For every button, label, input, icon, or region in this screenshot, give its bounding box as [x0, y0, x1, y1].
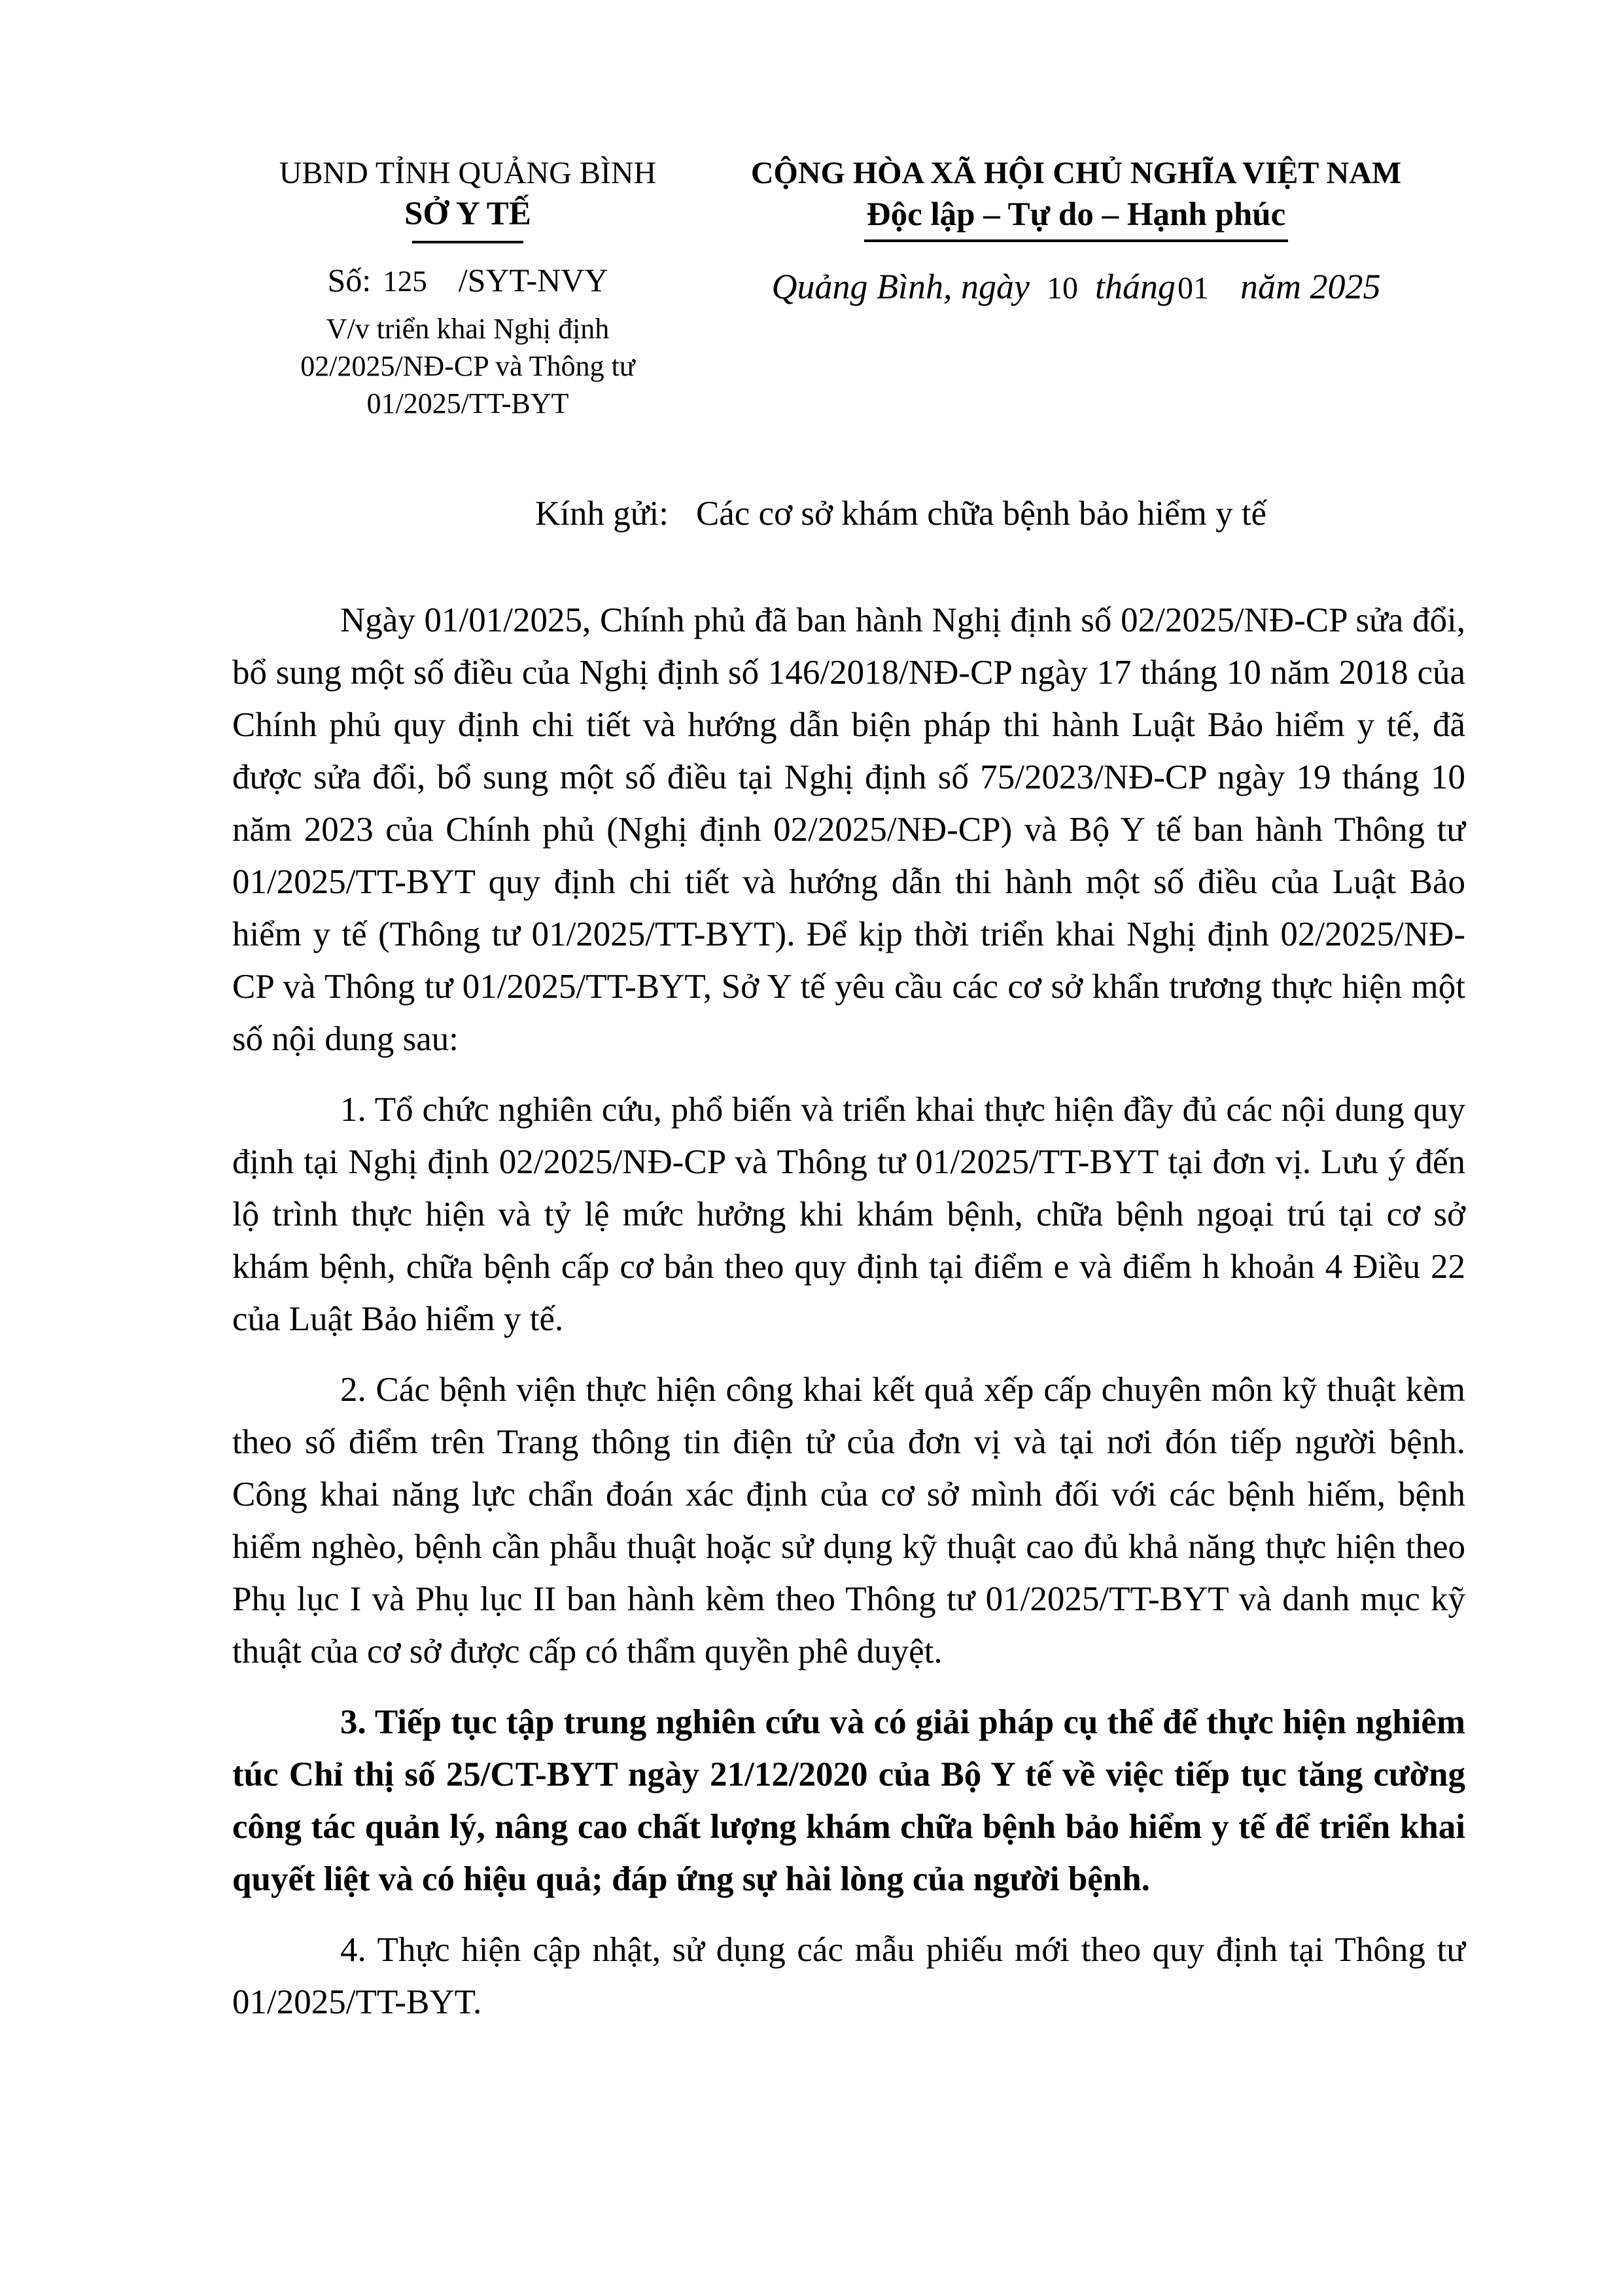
place-date-line	[716, 266, 1436, 309]
doc-number-suffix: /SYT-NVY	[458, 262, 608, 298]
national-title: CỘNG HÒA XÃ HỘI CHỦ NGHĨA VIỆT NAM	[750, 156, 1402, 190]
national-header-block	[716, 154, 1436, 309]
national-motto: Độc lập – Tự do – Hạnh phúc	[864, 195, 1288, 242]
doc-number-line	[245, 260, 690, 301]
doc-subject-line-2: 02/2025/NĐ-CP và Thông tư	[300, 350, 635, 382]
issuer-org-name: SỞ Y TẾ	[404, 196, 531, 232]
recipient-value: Các cơ sở khám chữa bệnh bảo hiểm y tế	[695, 495, 1267, 533]
recipient-label: Kính gửi:	[535, 495, 669, 533]
date-month-label: tháng	[1094, 267, 1176, 306]
paragraph-intro: Ngày 01/01/2025, Chính phủ đã ban hành Nghị định số 02/2025/NĐ-CP sửa đổi, bổ sung một số điều của Nghị định số 146/2018/NĐ-CP ngày 17 tháng 10 năm 2018 của Chính phủ quy định chi tiết và hướng dẫn biện pháp thi hành Luật Bảo hiểm y tế, đã được sửa đổi, bổ sung một số điều tại Nghị định số 75/2023/NĐ-CP ngày 19 tháng 10 năm 2023 của Chính phủ (Nghị định 02/2025/NĐ-CP) và Bộ Y tế ban hành Thông tư 01/2025/TT-BYT quy định chi tiết và hướng dẫn thi hành một số điều của Luật Bảo hiểm y tế (Thông tư 01/2025/TT-BYT). Để kịp thời triển khai Nghị định 02/2025/NĐ-CP và Thông tư 01/2025/TT-BYT, Sở Y tế yêu cầu các cơ sở khẩn trương thực hiện một số nội dung sau:	[232, 601, 1465, 1058]
doc-number-label: Số:	[327, 262, 372, 298]
date-year-label: năm 2025	[1240, 267, 1381, 306]
doc-number-value: 125	[383, 265, 427, 298]
national-motto-wrap	[716, 195, 1436, 242]
date-month-value: 01	[1177, 271, 1209, 306]
date-day-value: 10	[1046, 271, 1078, 306]
place-date-prefix: Quảng Bình, ngày	[771, 267, 1030, 306]
doc-subject-line-3: 01/2025/TT-BYT	[366, 387, 569, 419]
document-body	[232, 594, 1465, 2047]
paragraph-item-1: 1. Tổ chức nghiên cứu, phổ biến và triển khai thực hiện đầy đủ các nội dung quy định tại Nghị định 02/2025/NĐ-CP và Thông tư 01/2025/TT-BYT tại đơn vị. Lưu ý đến lộ trình thực hiện và tỷ lệ mức hưởng khi khám bệnh, chữa bệnh ngoại trú tại cơ sở khám bệnh, chữa bệnh cấp cơ bản theo quy định tại điểm e và điểm h khoản 4 Điều 22 của Luật Bảo hiểm y tế.	[232, 1091, 1465, 1338]
issuer-underline-rule	[412, 241, 523, 243]
issuer-parent-org: UBND TỈNH QUẢNG BÌNH	[279, 156, 657, 190]
issuer-block	[245, 154, 690, 243]
doc-subject-line-1: V/v triển khai Nghị định	[326, 313, 610, 345]
recipient-line	[535, 492, 1266, 535]
paragraph-item-4: 4. Thực hiện cập nhật, sử dụng các mẫu phiếu mới theo quy định tại Thông tư 01/2025/TT-BYT.	[232, 1931, 1465, 2021]
paragraph-item-2: 2. Các bệnh viện thực hiện công khai kết quả xếp cấp chuyên môn kỹ thuật kèm theo số điểm trên Trang thông tin điện tử của đơn vị và tại nơi đón tiếp người bệnh. Công khai năng lực chẩn đoán xác định của cơ sở mình đối với các bệnh hiếm, bệnh hiểm nghèo, bệnh cần phẫu thuật hoặc sử dụng kỹ thuật cao đủ khả năng thực hiện theo Phụ lục I và Phụ lục II ban hành kèm theo Thông tư 01/2025/TT-BYT và danh mục kỹ thuật của cơ sở được cấp có thẩm quyền phê duyệt.	[232, 1371, 1465, 1670]
paragraph-item-3: 3. Tiếp tục tập trung nghiên cứu và có giải pháp cụ thể để thực hiện nghiêm túc Chỉ thị số 25/CT-BYT ngày 21/12/2020 của Bộ Y tế về việc tiếp tục tăng cường công tác quản lý, nâng cao chất lượng khám chữa bệnh bảo hiểm y tế để triển khai quyết liệt và có hiệu quả; đáp ứng sự hài lòng của người bệnh.	[232, 1703, 1465, 1898]
doc-subject-block	[245, 310, 690, 422]
